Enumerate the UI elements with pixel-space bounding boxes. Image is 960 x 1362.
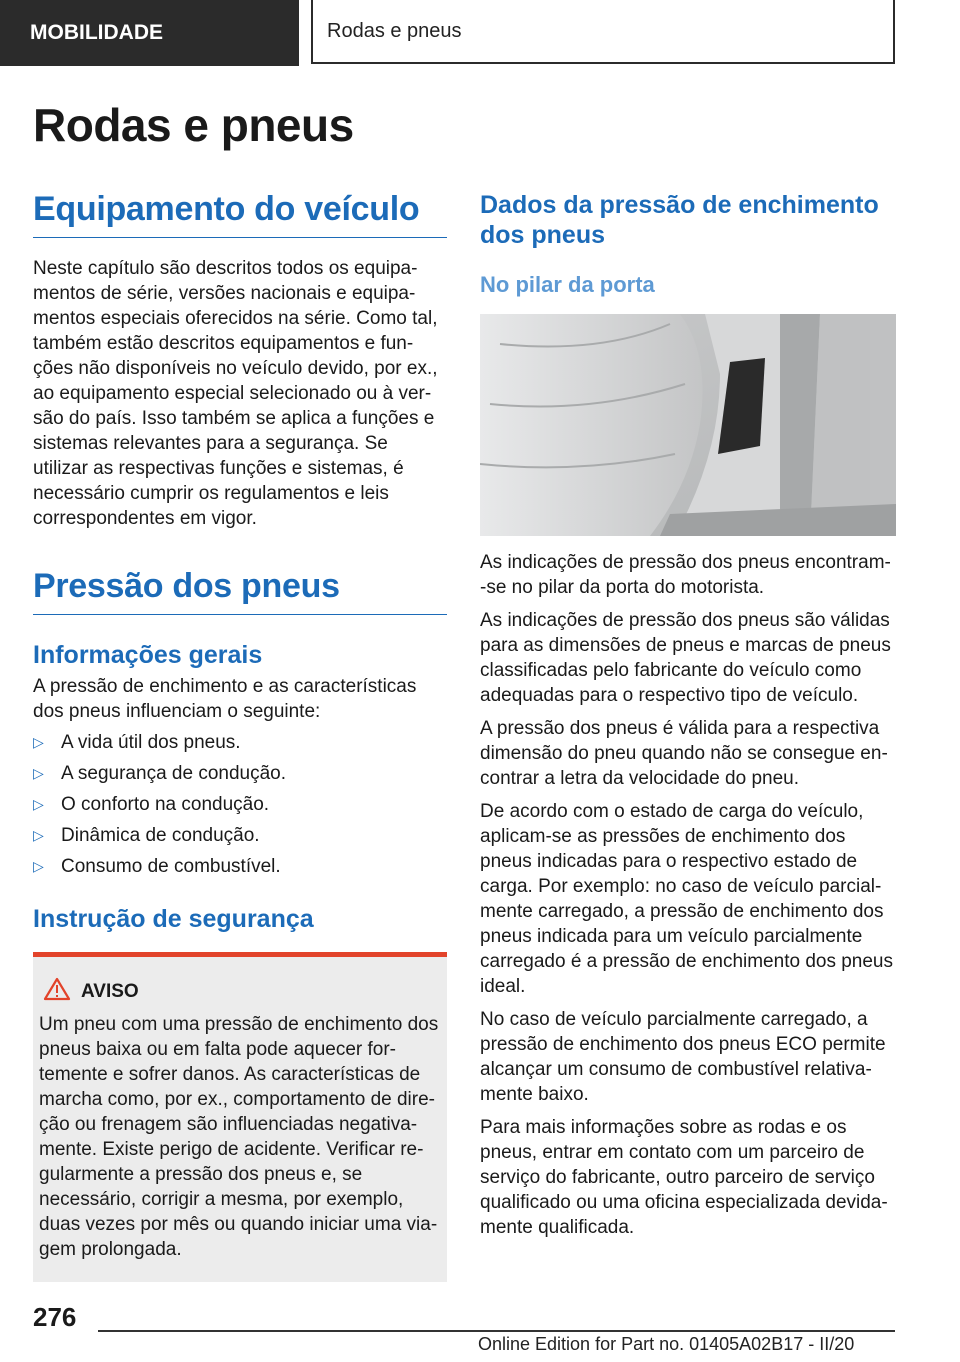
list-item: ▷ A vida útil dos pneus.: [33, 732, 241, 753]
triangle-bullet-icon: ▷: [33, 765, 44, 781]
header-chapter-tab: [311, 0, 895, 64]
list-item: ▷ Consumo de combustível.: [33, 856, 281, 877]
triangle-bullet-icon: ▷: [33, 734, 44, 750]
info-paragraph: A pressão de enchimento e as características dos pneus influenciam o seguinte:: [33, 676, 417, 722]
heading-instrucao: Instrução de segurança: [33, 905, 314, 933]
paragraph-5: No caso de veículo parcialmente carregado, a pressão de enchimento dos pneus ECO permite alcançar um consumo de combustível relativa-mente baixo.: [480, 1009, 886, 1105]
warning-text: Um pneu com uma pressão de enchimento dos pneus baixa ou em falta pode aquecer for-temente e sofrer danos. As características de marcha como, por ex., comportamento de dire-ção ou frenagem são influenciadas negativa-mente. Existe perigo de acidente. Verificar re-gularmente a pressão dos pneus e, se necessário, corrigir a mesma, por exemplo, duas vezes por mês ou quando iniciar uma via-gem prolongada.: [39, 1014, 439, 1260]
paragraph-6: Para mais informações sobre as rodas e os pneus, entrar em contato com um parceiro de serviço do fabricante, outro parceiro de serviço qualificado ou uma oficina especializada devida-mente qualificada.: [480, 1117, 888, 1238]
heading-informacoes: Informações gerais: [33, 641, 263, 669]
paragraph-4: De acordo com o estado de carga do veículo, aplicam-se as pressões de enchimento dos pneus indicadas para o respectivo estado de carga. Por exemplo: no caso de veículo parcial-mente carregado, a pressão de enchimento dos pneus indicada para um veículo parcialmente carregado é a pressão de enchimento dos pneus ideal.: [480, 801, 893, 997]
right-column: [480, 190, 896, 1240]
paragraph-1: As indicações de pressão dos pneus encontram--se no pilar da porta do motorista.: [480, 552, 891, 598]
page-title: Rodas e pneus: [33, 99, 354, 151]
list-item: ▷ Dinâmica de condução.: [33, 825, 260, 846]
heading-pressao: Pressão dos pneus: [33, 567, 447, 615]
equipamento-paragraph: Neste capítulo são descritos todos os equipa-mentos de série, versões nacionais e equipa-mentos especiais oferecidos na série. Como tal, também estão descritos equipamentos e fun-ções não disponíveis no veículo devido, por ex., ao equipamento especial selecionado ou à ver-são do país. Isso também se aplica a funções e sistemas relevantes para a segurança. Se utilizar as respectivas funções e sistemas, é necessário cumprir os regulamentos e leis correspondentes em vigor.: [33, 258, 438, 529]
door-pillar-illustration: [480, 314, 896, 536]
paragraph-3: A pressão dos pneus é válida para a respectiva dimensão do pneu quando não se consegue en-contrar a letra da velocidade do pneu.: [480, 718, 888, 789]
list-item: ▷ A segurança de condução.: [33, 763, 287, 784]
list-item: ▷ O conforto na condução.: [33, 794, 270, 815]
heading-pilar: No pilar da porta: [480, 272, 655, 297]
triangle-bullet-icon: ▷: [33, 796, 44, 812]
edition-text: Online Edition for Part no. 01405A02B17 - II/20: [478, 1334, 855, 1354]
heading-equipamento: Equipamento do veículo: [33, 190, 447, 238]
header-section-tab: [0, 0, 299, 66]
influence-list: [33, 730, 447, 879]
footer-divider: [98, 1330, 895, 1332]
paragraph-2: As indicações de pressão dos pneus são válidas para as dimensões de pneus e marcas de pneus classificadas pelo fabricante do veículo como adequadas para o respectivo tipo de veículo.: [480, 610, 891, 706]
warning-title: AVISO: [81, 980, 139, 1002]
header-section-label: MOBILIDADE: [30, 21, 163, 44]
left-column: [33, 190, 447, 1282]
warning-header: [43, 977, 439, 1006]
warning-box: [33, 952, 447, 1282]
warning-triangle-icon: [43, 977, 71, 1006]
page-number: 276: [33, 1302, 77, 1332]
triangle-bullet-icon: ▷: [33, 827, 44, 843]
heading-dados: Dados da pressão de enchimento dos pneus: [480, 191, 879, 249]
header-chapter-label: Rodas e pneus: [327, 19, 462, 42]
triangle-bullet-icon: ▷: [33, 858, 44, 874]
